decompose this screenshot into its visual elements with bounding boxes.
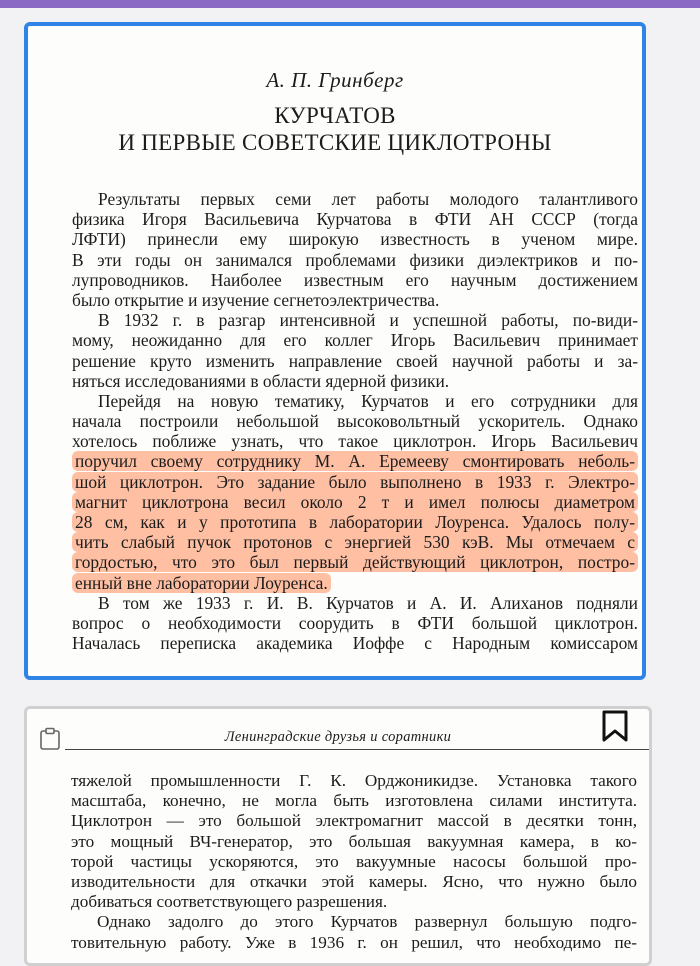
text-line: Однако задолго до этого Курчатов развернул большую подго- — [97, 912, 637, 932]
page-card-selected[interactable] — [24, 22, 646, 680]
highlighted-line[interactable] — [72, 451, 638, 471]
title-line-2: И ПЕРВЫЕ СОВЕТСКИЕ ЦИКЛОТРОНЫ — [118, 130, 552, 155]
text-line: В том же 1933 г. И. В. Курчатов и А. И. Алиханов подняли — [98, 592, 638, 613]
text-line: физика Игоря Васильевича Курчатова в ФТИ АН СССР (тогда — [72, 209, 638, 230]
highlighted-line[interactable] — [72, 532, 638, 552]
text-line: В 1932 г. в разгар интенсивной и успешной работы, по-види- — [98, 310, 638, 331]
highlight-span[interactable]: шой циклотрон. Это задание было выполнено в 1933 г. Электро- — [72, 472, 638, 492]
text-line: было открытие и изучение сегнетоэлектричества. — [72, 289, 440, 310]
text-line: это мощный ВЧ-генератор, это большая вакуумная камера, в ко- — [71, 831, 637, 851]
highlight-span[interactable]: 28 см, как и у прототипа в лаборатории Лоуренса. Удалось полу- — [72, 512, 638, 532]
highlighted-line[interactable] — [72, 472, 638, 492]
running-header: Ленинградские друзья и соратники — [224, 729, 452, 745]
highlight-span[interactable]: енный вне лаборатории Лоуренса. — [72, 573, 331, 593]
text-line: лупроводников. Наиболее известным его научным достижением — [72, 269, 638, 290]
highlighted-line[interactable] — [72, 492, 638, 512]
text-line: масштаба, конечно, не могла быть изготовлена силами института. — [71, 791, 637, 811]
text-line: мому, неожиданно для его коллег Игорь Васильевич принимает — [72, 330, 638, 351]
text-line: ЛФТИ) принесли ему широкую известность в ученом мире. — [72, 229, 638, 250]
author-name: А. П. Гринберг — [266, 68, 404, 92]
text-line: товительную работу. Уже в 1936 г. он решил, что необходимо пе- — [71, 932, 637, 952]
highlight-span[interactable]: магнит циклотрона весил около 2 т и имел полюсы диаметром — [72, 492, 638, 512]
text-line: начала построили небольшой высоковольтный ускоритель. Однако — [72, 411, 638, 432]
title-line-1: КУРЧАТОВ — [274, 103, 396, 128]
highlight-span[interactable]: чить слабый пучок протонов с энергией 530 кэВ. Мы отмечаем с — [72, 532, 638, 552]
highlighted-line[interactable] — [72, 512, 638, 532]
text-line: вопрос о необходимости соорудить в ФТИ большой циклотрон. — [72, 612, 638, 633]
text-line: Перейдя на новую тематику, Курчатов и его сотрудники для — [98, 390, 638, 411]
highlighted-line[interactable] — [72, 573, 638, 593]
text-line: хотелось поближе узнать, что такое циклотрон. Игорь Васильевич — [72, 431, 638, 452]
text-line: Началась переписка академика Иоффе с Народным комиссаром — [72, 633, 638, 654]
page-card[interactable] — [24, 706, 652, 966]
body-text-page2 — [71, 771, 637, 953]
text-line: тяжелой промышленности Г. К. Орджоникидзе. Установка такого — [71, 771, 637, 790]
text-line: В эти годы он занимался проблемами физики диэлектриков и по- — [72, 249, 638, 270]
text-line: торой частицы ускоряются, это вакуумные насосы большой про- — [71, 851, 637, 871]
text-line: решение круто изменить направление своей научной работы и за- — [72, 350, 638, 371]
highlighted-line[interactable] — [72, 552, 638, 572]
text-line: добиваться соответствующего разрешения. — [71, 892, 388, 912]
header-rule — [65, 749, 649, 750]
text-line: Циклотрон — это большой электромагнит массой в десятки тонн, — [71, 811, 637, 831]
article-title — [28, 102, 642, 156]
text-line: изводительности для откачки этой камеры. Ясно, что нужно было — [71, 871, 637, 891]
highlight-span[interactable]: поручил своему сотруднику М. А. Еремееву смонтировать неболь- — [72, 451, 638, 471]
text-line: няться исследованиями в области ядерной физики. — [72, 370, 450, 391]
body-text — [72, 189, 638, 653]
top-accent-bar — [0, 0, 700, 8]
text-line: Результаты первых семи лет работы молодого талантливого — [98, 189, 638, 209]
highlight-span[interactable]: гордостью, что это был первый действующий циклотрон, постро- — [72, 552, 638, 572]
bookmark-icon[interactable] — [600, 709, 630, 743]
